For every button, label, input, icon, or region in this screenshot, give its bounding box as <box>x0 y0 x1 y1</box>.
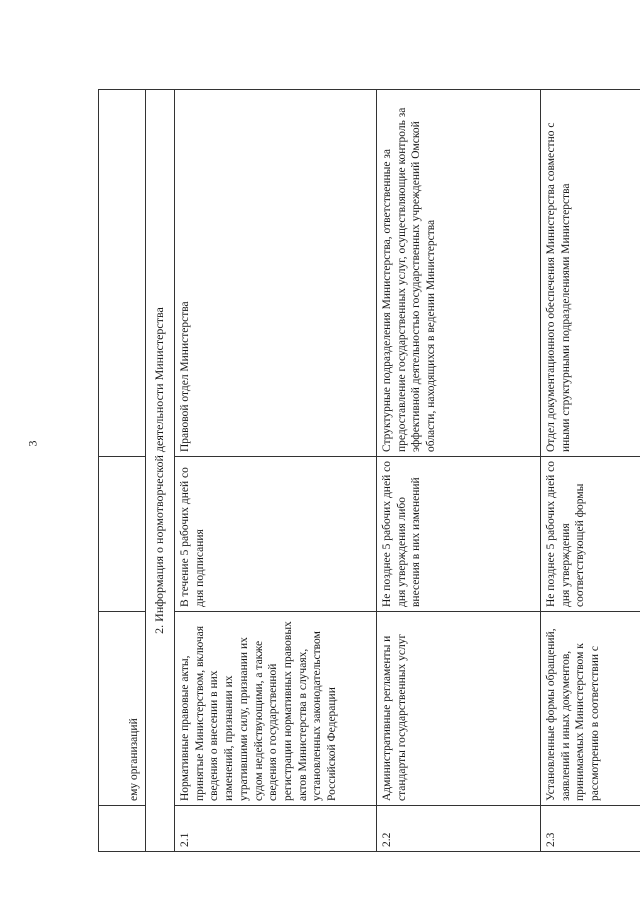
row-responsible: Отдел документационного обеспечения Министерства совместно с иными структурными подразделениями Министерства <box>541 90 640 457</box>
table-row <box>377 90 541 852</box>
cell-empty <box>99 90 146 457</box>
row-name: Установленные формы обращений, заявлений и иных документов, принимаемых Министерством к рассмотрению в соответствии с <box>541 612 640 806</box>
table-row-continuation <box>99 90 146 852</box>
row-name: Нормативные правовые акты, принятые Министерством, включая сведения о внесении в них изменений, признании их утратившими силу, признании их судом недействующими, а также сведения о государственной регистрации нормативных правовых актов Министерства в случаях, установленных законодательством Российской Федерации <box>175 612 377 806</box>
row-term: Не позднее 5 рабочих дней со дня утверждения соответствующей формы <box>541 457 640 612</box>
row-number: 2.3 <box>541 806 640 852</box>
table-row-section <box>146 90 175 852</box>
info-table <box>98 89 640 852</box>
page-number: 3 <box>25 440 40 447</box>
row-term: Не позднее 5 рабочих дней со дня утверждения либо внесения в них изменений <box>377 457 541 612</box>
table-row <box>541 90 640 852</box>
table-landscape <box>98 90 630 852</box>
continuation-text: ему организаций <box>99 612 146 806</box>
row-term: В течение 5 рабочих дней со дня подписания <box>175 457 377 612</box>
cell-empty <box>99 806 146 852</box>
row-name: Административные регламенты и стандарты государственных услуг <box>377 612 541 806</box>
cell-empty <box>99 457 146 612</box>
row-number: 2.1 <box>175 806 377 852</box>
section-title: 2. Информация о нормотворческой деятельности Министерства <box>146 90 175 852</box>
table-row <box>175 90 377 852</box>
row-responsible: Структурные подразделения Министерства, ответственные за предоставление государственных услуг, осуществляющие контроль за эффективной деятельностью государственных учреждений Омской области, находящихся в ведении Министерства <box>377 90 541 457</box>
row-responsible: Правовой отдел Министерства <box>175 90 377 457</box>
rotated-table-wrapper <box>98 90 630 852</box>
row-number: 2.2 <box>377 806 541 852</box>
